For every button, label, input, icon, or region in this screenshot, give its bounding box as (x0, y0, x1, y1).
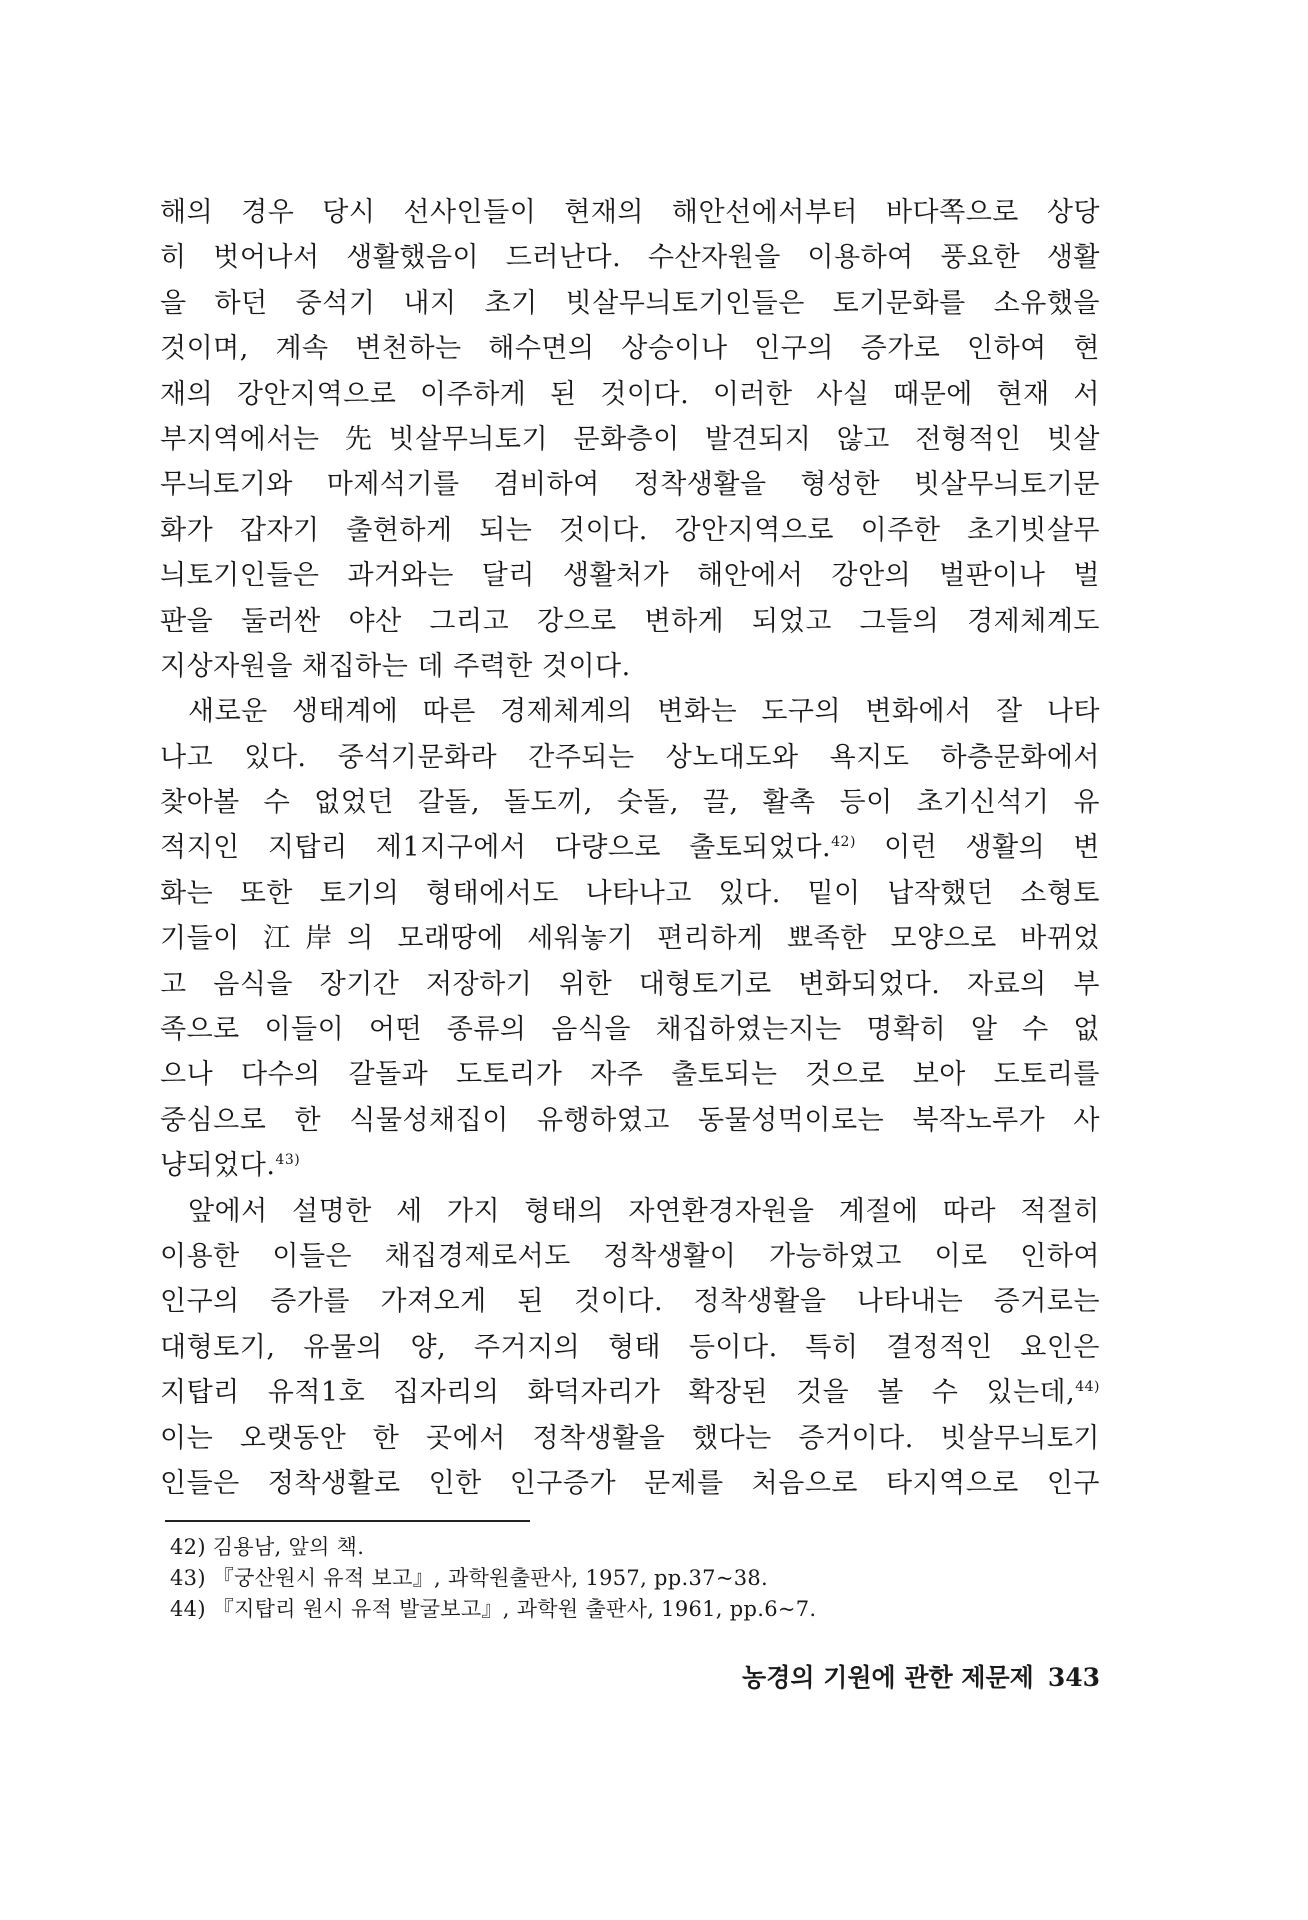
text-line: 부지역에서는 先빗살무늬토기 문화층이 발견되지 않고 전형적인 빗살 (160, 423, 1100, 455)
text-line-with-footnote (160, 1143, 1100, 1188)
footnote-ref-44[interactable]: 44) (1075, 1379, 1100, 1396)
text-line: 판을 둘러싼 야산 그리고 강으로 변하게 되었고 그들의 경제체계도 (160, 605, 1100, 637)
text-line: 고 음식을 장기간 저장하기 위한 대형토기로 변화되었다. 자료의 부 (160, 968, 1100, 1000)
text-segment: 적지인 지탑리 제1지구에서 다량으로 출토되었다. (160, 832, 832, 864)
document-body (160, 190, 1100, 1506)
text-line: 을 하던 중석기 내지 초기 빗살무늬토기인들은 토기문화를 소유했을 (160, 287, 1100, 319)
text-segment: 냥되었다. (160, 1150, 276, 1182)
text-line: 찾아볼 수 없었던 갈돌, 돌도끼, 숫돌, 끌, 활촉 등이 초기신석기 유 (160, 787, 1100, 819)
footnote-divider (165, 1520, 530, 1522)
paragraph-3 (160, 1189, 1100, 1507)
text-line: 기들이 江岸의 모래땅에 세워놓기 편리하게 뾰족한 모양으로 바뀌었 (160, 923, 1100, 955)
text-line: 대형토기, 유물의 양, 주거지의 형태 등이다. 특히 결정적인 요인은 (160, 1331, 1100, 1363)
text-line: 인구의 증가를 가져오게 된 것이다. 정착생활을 나타내는 증거로는 (160, 1286, 1100, 1318)
text-segment: 이런 생활의 변 (884, 832, 1100, 864)
text-line: 인들은 정착생활로 인한 인구증가 문제를 처음으로 타지역으로 인구 (160, 1467, 1100, 1499)
text-line: 나고 있다. 중석기문화라 간주되는 상노대도와 욕지도 하층문화에서 (160, 741, 1100, 773)
running-footer (700, 1658, 1100, 1694)
footnote-ref-43[interactable]: 43) (275, 1152, 301, 1169)
text-line: 화가 갑자기 출현하게 되는 것이다. 강안지역으로 이주한 초기빗살무 (160, 514, 1100, 546)
text-segment: 지탑리 유적1호 집자리의 화덕자리가 확장된 것을 볼 수 있는데, (160, 1377, 1076, 1409)
footnote-42: 42) 김용남, 앞의 책. (170, 1535, 365, 1559)
text-line: 무늬토기와 마제석기를 겸비하여 정착생활을 형성한 빗살무늬토기문 (160, 469, 1100, 501)
text-line: 화는 또한 토기의 형태에서도 나타나고 있다. 밑이 납작했던 소형토 (160, 877, 1100, 909)
text-line: 이용한 이들은 채집경제로서도 정착생활이 가능하였고 이로 인하여 (160, 1240, 1100, 1272)
text-line: 이는 오랫동안 한 곳에서 정착생활을 했다는 증거이다. 빗살무늬토기 (160, 1422, 1100, 1454)
text-line: 것이며, 계속 변천하는 해수면의 상승이나 인구의 증가로 인하여 현 (160, 333, 1100, 365)
text-line: 새로운 생태계에 따른 경제체계의 변화는 도구의 변화에서 잘 나타 (188, 696, 1100, 728)
text-line-with-footnote (160, 825, 1100, 870)
text-line: 지상자원을 채집하는 데 주력한 것이다. (160, 650, 631, 682)
text-line-with-footnote (160, 1370, 1100, 1415)
text-line: 앞에서 설명한 세 가지 형태의 자연환경자원을 계절에 따라 적절히 (188, 1195, 1100, 1227)
text-line: 해의 경우 당시 선사인들이 현재의 해안선에서부터 바다쪽으로 상당 (160, 197, 1100, 228)
paragraph-1 (160, 190, 1100, 689)
footnote-ref-42[interactable]: 42) (831, 834, 856, 851)
text-line: 늬토기인들은 과거와는 달리 생활처가 해안에서 강안의 벌판이나 벌 (160, 560, 1100, 592)
text-line: 으나 다수의 갈돌과 도토리가 자주 출토되는 것으로 보아 도토리를 (160, 1059, 1100, 1091)
footnotes (170, 1532, 1070, 1625)
page-number: 343 (1047, 1663, 1100, 1692)
footnote-43: 43) 『궁산원시 유적 보고』, 과학원출판사, 1957, pp.37~38. (170, 1566, 769, 1590)
text-line: 중심으로 한 식물성채집이 유행하였고 동물성먹이로는 북작노루가 사 (160, 1104, 1100, 1136)
footnote-44: 44) 『지탑리 원시 유적 발굴보고』, 과학원 출판사, 1961, pp.6~7. (170, 1597, 817, 1621)
paragraph-2 (160, 689, 1100, 1188)
text-line: 히 벗어나서 생활했음이 드러난다. 수산자원을 이용하여 풍요한 생활 (160, 242, 1100, 274)
text-line: 족으로 이들이 어떤 종류의 음식을 채집하였는지는 명확히 알 수 없 (160, 1014, 1100, 1046)
text-line: 재의 강안지역으로 이주하게 된 것이다. 이러한 사실 때문에 현재 서 (160, 378, 1100, 410)
footer-title: 농경의 기원에 관한 제문제 (742, 1663, 1034, 1692)
